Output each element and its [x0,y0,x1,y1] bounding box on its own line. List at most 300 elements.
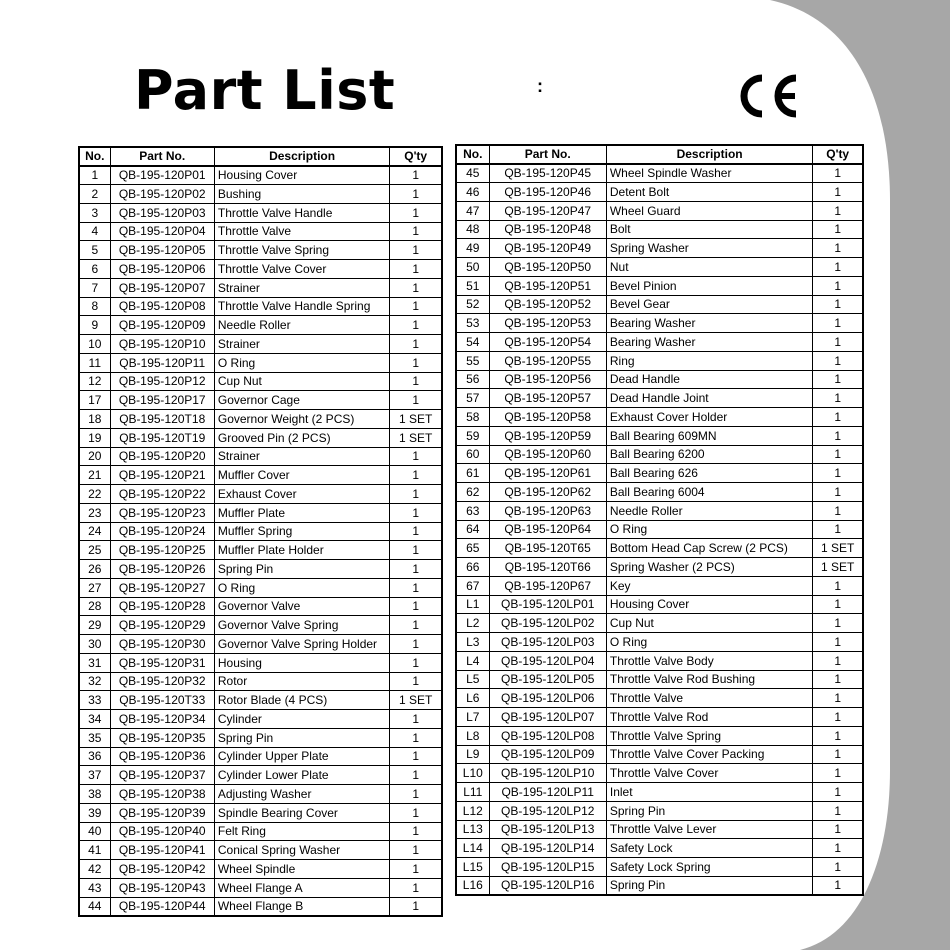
table-row [79,241,442,260]
table-row [79,166,442,185]
cell-part-no: QB-195-120P10 [110,335,214,354]
table-row [456,839,863,858]
cell-description: Bushing [214,185,389,204]
cell-no: 24 [79,522,110,541]
table-row [79,428,442,447]
cell-description: Spring Pin [214,560,389,579]
cell-part-no: QB-195-120P30 [110,635,214,654]
cell-part-no: QB-195-120LP03 [489,633,606,652]
cell-part-no: QB-195-120P52 [489,295,606,314]
cell-no: L8 [456,726,489,745]
cell-description: Wheel Spindle Washer [606,164,813,183]
cell-description: Cup Nut [214,372,389,391]
table-row [456,239,863,258]
cell-qty: 1 [390,616,442,635]
cell-description: Strainer [214,278,389,297]
table-row [79,710,442,729]
cell-part-no: QB-195-120P38 [110,785,214,804]
cell-qty: 1 [813,314,863,333]
cell-no: L16 [456,876,489,895]
cell-no: 11 [79,353,110,372]
cell-no: 49 [456,239,489,258]
cell-no: 53 [456,314,489,333]
cell-part-no: QB-195-120P50 [489,258,606,277]
cell-part-no: QB-195-120P56 [489,370,606,389]
cell-description: Cylinder Lower Plate [214,766,389,785]
cell-no: 19 [79,428,110,447]
cell-description: Ring [606,351,813,370]
table-row [79,447,442,466]
cell-description: Muffler Cover [214,466,389,485]
cell-description: Bearing Washer [606,333,813,352]
cell-qty: 1 [390,747,442,766]
col-header-qty: Q'ty [813,145,863,164]
cell-part-no: QB-195-120LP14 [489,839,606,858]
cell-qty: 1 [390,372,442,391]
cell-description: Muffler Plate [214,503,389,522]
table-row [79,372,442,391]
table-row [79,803,442,822]
cell-part-no: QB-195-120P08 [110,297,214,316]
cell-description: Wheel Flange A [214,878,389,897]
cell-description: Governor Cage [214,391,389,410]
cell-qty: 1 [390,241,442,260]
table-row [79,410,442,429]
cell-qty: 1 [390,391,442,410]
table-row [79,353,442,372]
cell-no: 20 [79,447,110,466]
cell-no: 46 [456,183,489,202]
cell-part-no: QB-195-120P27 [110,578,214,597]
cell-no: 30 [79,635,110,654]
cell-description: Ball Bearing 609MN [606,426,813,445]
table-row [456,801,863,820]
cell-no: 59 [456,426,489,445]
cell-qty: 1 [813,783,863,802]
cell-part-no: QB-195-120LP05 [489,670,606,689]
col-header-description: Description [606,145,813,164]
cell-part-no: QB-195-120P11 [110,353,214,372]
cell-description: Spring Pin [214,728,389,747]
table-row [456,689,863,708]
cell-no: L1 [456,595,489,614]
table-row [79,503,442,522]
cell-description: Dead Handle [606,370,813,389]
table-row [79,747,442,766]
cell-qty: 1 [813,820,863,839]
cell-description: O Ring [606,633,813,652]
cell-part-no: QB-195-120P04 [110,222,214,241]
page-title: Part List [134,59,396,122]
cell-part-no: QB-195-120LP07 [489,708,606,727]
cell-description: Throttle Valve Spring [606,726,813,745]
table-row [456,295,863,314]
table-row [456,183,863,202]
cell-description: Adjusting Washer [214,785,389,804]
table-row [456,276,863,295]
cell-description: Cylinder Upper Plate [214,747,389,766]
cell-qty: 1 [813,708,863,727]
table-row [79,766,442,785]
cell-qty: 1 [813,689,863,708]
cell-qty: 1 [390,166,442,185]
cell-qty: 1 [390,522,442,541]
cell-description: Strainer [214,447,389,466]
cell-qty: 1 [390,822,442,841]
cell-description: Safety Lock [606,839,813,858]
col-header-part-no: Part No. [489,145,606,164]
cell-no: 67 [456,576,489,595]
cell-part-no: QB-195-120LP01 [489,595,606,614]
cell-qty: 1 [390,710,442,729]
ce-mark-logo [733,72,799,120]
cell-description: Nut [606,258,813,277]
cell-part-no: QB-195-120P09 [110,316,214,335]
cell-qty: 1 [813,351,863,370]
table-row [456,858,863,877]
table-row [79,560,442,579]
table-row [79,278,442,297]
cell-part-no: QB-195-120LP12 [489,801,606,820]
cell-description: Throttle Valve [606,689,813,708]
cell-description: Rotor [214,672,389,691]
cell-qty: 1 [390,353,442,372]
cell-qty: 1 [390,203,442,222]
cell-part-no: QB-195-120T33 [110,691,214,710]
cell-qty: 1 [813,408,863,427]
cell-description: Throttle Valve Rod Bushing [606,670,813,689]
cell-part-no: QB-195-120P67 [489,576,606,595]
table-row [456,614,863,633]
cell-part-no: QB-195-120P63 [489,501,606,520]
cell-part-no: QB-195-120P57 [489,389,606,408]
cell-no: 22 [79,485,110,504]
cell-part-no: QB-195-120P37 [110,766,214,785]
cell-description: Ball Bearing 6004 [606,483,813,502]
table-row [456,539,863,558]
table-row [456,708,863,727]
cell-no: 40 [79,822,110,841]
cell-part-no: QB-195-120P32 [110,672,214,691]
cell-part-no: QB-195-120P07 [110,278,214,297]
cell-qty: 1 SET [813,558,863,577]
cell-part-no: QB-195-120P21 [110,466,214,485]
table-row [456,651,863,670]
cell-part-no: QB-195-120T65 [489,539,606,558]
cell-qty: 1 [390,485,442,504]
cell-no: 28 [79,597,110,616]
cell-no: 66 [456,558,489,577]
cell-part-no: QB-195-120P01 [110,166,214,185]
table-row [456,370,863,389]
cell-no: 32 [79,672,110,691]
cell-qty: 1 SET [813,539,863,558]
cell-no: 44 [79,897,110,916]
cell-description: Spindle Bearing Cover [214,803,389,822]
table-row [79,541,442,560]
cell-no: 7 [79,278,110,297]
cell-qty: 1 [813,370,863,389]
cell-qty: 1 [390,672,442,691]
cell-part-no: QB-195-120T66 [489,558,606,577]
cell-part-no: QB-195-120P05 [110,241,214,260]
cell-part-no: QB-195-120P34 [110,710,214,729]
cell-qty: 1 [390,297,442,316]
cell-qty: 1 [813,445,863,464]
cell-no: 21 [79,466,110,485]
cell-no: 37 [79,766,110,785]
table-row [456,258,863,277]
cell-no: 58 [456,408,489,427]
cell-no: 5 [79,241,110,260]
cell-qty: 1 [813,426,863,445]
cell-description: Throttle Valve Handle [214,203,389,222]
table-row [456,501,863,520]
cell-qty: 1 [813,201,863,220]
cell-description: Cylinder [214,710,389,729]
cell-no: L7 [456,708,489,727]
cell-part-no: QB-195-120LP11 [489,783,606,802]
table-row [79,878,442,897]
cell-qty: 1 [390,897,442,916]
cell-no: 65 [456,539,489,558]
cell-description: Bearing Washer [606,314,813,333]
cell-part-no: QB-195-120P47 [489,201,606,220]
table-row [456,483,863,502]
cell-qty: 1 [390,466,442,485]
cell-no: 60 [456,445,489,464]
table-row [79,222,442,241]
table-row [456,670,863,689]
cell-part-no: QB-195-120P45 [489,164,606,183]
cell-no: 39 [79,803,110,822]
cell-description: Bevel Pinion [606,276,813,295]
cell-qty: 1 [390,841,442,860]
cell-part-no: QB-195-120P17 [110,391,214,410]
cell-no: 18 [79,410,110,429]
cell-description: Throttle Valve Cover [606,764,813,783]
table-row [456,745,863,764]
cell-qty: 1 [813,726,863,745]
cell-part-no: QB-195-120P31 [110,653,214,672]
cell-description: Exhaust Cover [214,485,389,504]
cell-qty: 1 [390,222,442,241]
cell-description: O Ring [214,578,389,597]
table-row [79,841,442,860]
cell-qty: 1 [813,858,863,877]
cell-description: Cup Nut [606,614,813,633]
cell-no: L13 [456,820,489,839]
cell-part-no: QB-195-120P06 [110,260,214,279]
col-header-qty: Q'ty [390,147,442,166]
cell-description: Muffler Plate Holder [214,541,389,560]
cell-qty: 1 [390,541,442,560]
cell-no: L15 [456,858,489,877]
cell-description: Governor Valve Spring [214,616,389,635]
cell-part-no: QB-195-120P03 [110,203,214,222]
cell-part-no: QB-195-120LP10 [489,764,606,783]
cell-no: L9 [456,745,489,764]
cell-qty: 1 [813,183,863,202]
cell-no: 64 [456,520,489,539]
cell-no: 25 [79,541,110,560]
cell-qty: 1 [813,614,863,633]
table-row [456,314,863,333]
cell-part-no: QB-195-120P48 [489,220,606,239]
cell-qty: 1 [813,333,863,352]
cell-no: 17 [79,391,110,410]
cell-no: 29 [79,616,110,635]
cell-description: O Ring [214,353,389,372]
table-header-row [79,147,442,166]
cell-no: 33 [79,691,110,710]
cell-no: L6 [456,689,489,708]
table-header-row [456,145,863,164]
cell-no: 23 [79,503,110,522]
cell-description: Governor Weight (2 PCS) [214,410,389,429]
cell-part-no: QB-195-120P26 [110,560,214,579]
parts-table-left [78,146,443,917]
cell-qty: 1 [390,316,442,335]
cell-description: Strainer [214,335,389,354]
cell-part-no: QB-195-120P28 [110,597,214,616]
table-row [456,408,863,427]
cell-no: 43 [79,878,110,897]
cell-part-no: QB-195-120P35 [110,728,214,747]
cell-qty: 1 [813,389,863,408]
table-row [456,464,863,483]
table-row [79,391,442,410]
cell-no: 2 [79,185,110,204]
col-header-description: Description [214,147,389,166]
cell-qty: 1 [813,276,863,295]
cell-no: 50 [456,258,489,277]
cell-qty: 1 [813,258,863,277]
cell-description: Key [606,576,813,595]
col-header-no: No. [456,145,489,164]
cell-part-no: QB-195-120P62 [489,483,606,502]
table-row [79,728,442,747]
cell-qty: 1 [390,503,442,522]
cell-part-no: QB-195-120LP13 [489,820,606,839]
cell-part-no: QB-195-120P40 [110,822,214,841]
cell-description: Rotor Blade (4 PCS) [214,691,389,710]
cell-no: 47 [456,201,489,220]
cell-description: Detent Bolt [606,183,813,202]
col-header-no: No. [79,147,110,166]
table-row [456,876,863,895]
cell-no: L2 [456,614,489,633]
table-row [79,260,442,279]
cell-part-no: QB-195-120P42 [110,860,214,879]
table-row [456,426,863,445]
cell-qty: 1 [390,335,442,354]
cell-no: 6 [79,260,110,279]
col-header-part-no: Part No. [110,147,214,166]
cell-description: Governor Valve [214,597,389,616]
table-row [456,558,863,577]
cell-qty: 1 [813,520,863,539]
table-row [79,485,442,504]
cell-description: Conical Spring Washer [214,841,389,860]
cell-qty: 1 [813,670,863,689]
cell-description: Inlet [606,783,813,802]
cell-no: L10 [456,764,489,783]
cell-part-no: QB-195-120P39 [110,803,214,822]
cell-no: L14 [456,839,489,858]
cell-qty: 1 [813,633,863,652]
cell-description: Wheel Guard [606,201,813,220]
table-row [79,335,442,354]
cell-description: Housing Cover [214,166,389,185]
cell-qty: 1 [813,595,863,614]
cell-description: O Ring [606,520,813,539]
cell-part-no: QB-195-120P55 [489,351,606,370]
table-row [79,822,442,841]
cell-part-no: QB-195-120P22 [110,485,214,504]
cell-description: Spring Washer (2 PCS) [606,558,813,577]
cell-part-no: QB-195-120LP16 [489,876,606,895]
cell-qty: 1 [813,764,863,783]
cell-description: Ball Bearing 6200 [606,445,813,464]
cell-qty: 1 [390,653,442,672]
cell-qty: 1 [813,239,863,258]
cell-part-no: QB-195-120LP09 [489,745,606,764]
cell-no: 52 [456,295,489,314]
cell-no: 51 [456,276,489,295]
cell-no: 48 [456,220,489,239]
cell-no: 27 [79,578,110,597]
cell-no: 38 [79,785,110,804]
cell-description: Safety Lock Spring [606,858,813,877]
cell-part-no: QB-195-120LP06 [489,689,606,708]
table-row [456,201,863,220]
cell-part-no: QB-195-120P59 [489,426,606,445]
cell-description: Bottom Head Cap Screw (2 PCS) [606,539,813,558]
cell-qty: 1 [390,260,442,279]
cell-part-no: QB-195-120P58 [489,408,606,427]
table-row [456,783,863,802]
cell-no: 34 [79,710,110,729]
table-row [456,333,863,352]
cell-part-no: QB-195-120P53 [489,314,606,333]
cell-part-no: QB-195-120P12 [110,372,214,391]
table-row [456,633,863,652]
cell-qty: 1 [813,839,863,858]
cell-no: 56 [456,370,489,389]
cell-description: Throttle Valve Handle Spring [214,297,389,316]
cell-qty: 1 SET [390,410,442,429]
cell-description: Governor Valve Spring Holder [214,635,389,654]
cell-no: L5 [456,670,489,689]
table-row [79,672,442,691]
cell-no: 1 [79,166,110,185]
cell-part-no: QB-195-120P41 [110,841,214,860]
cell-part-no: QB-195-120P60 [489,445,606,464]
cell-part-no: QB-195-120LP04 [489,651,606,670]
cell-part-no: QB-195-120P64 [489,520,606,539]
cell-qty: 1 [390,728,442,747]
cell-qty: 1 [390,597,442,616]
cell-no: 26 [79,560,110,579]
cell-qty: 1 [813,576,863,595]
cell-no: L12 [456,801,489,820]
cell-description: Needle Roller [606,501,813,520]
cell-no: 12 [79,372,110,391]
cell-qty: 1 [813,501,863,520]
cell-description: Exhaust Cover Holder [606,408,813,427]
cell-description: Housing Cover [606,595,813,614]
